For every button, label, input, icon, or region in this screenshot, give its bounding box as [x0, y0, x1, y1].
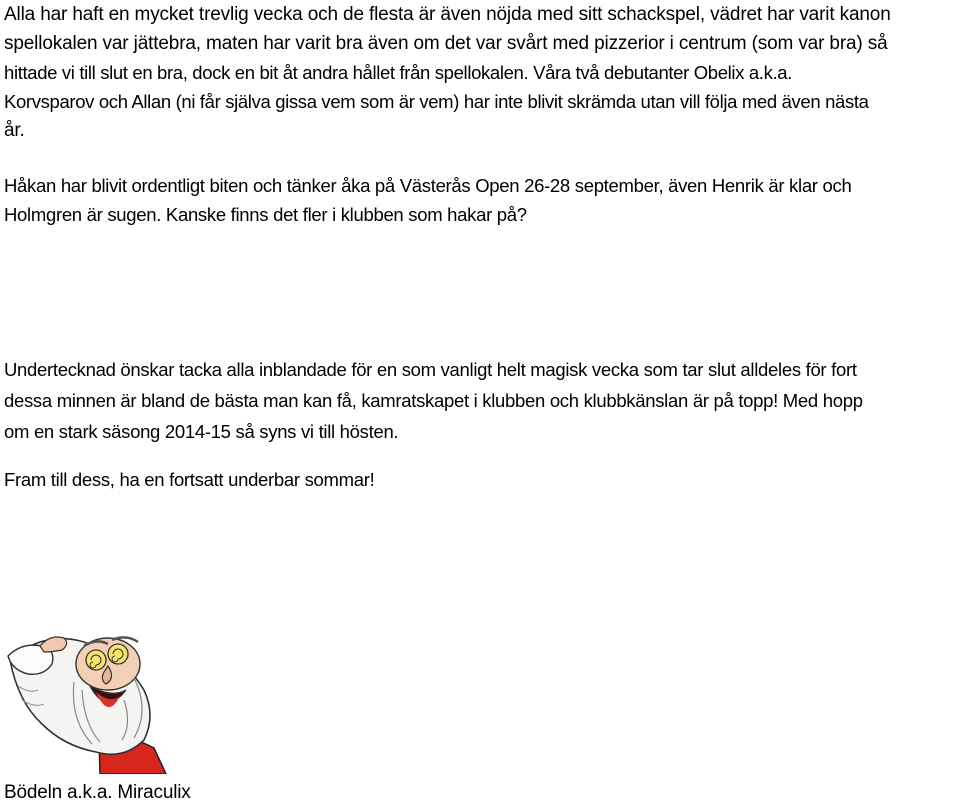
text-line: Fram till dess, ha en fortsatt underbar sommar!	[4, 469, 375, 490]
cartoon-druid-illustration	[4, 620, 176, 774]
text-line: spellokalen var jättebra, maten har varit bra även om det var svårt med pizzerior i centrum (som var bra) så	[4, 33, 888, 54]
text-line: år.	[4, 120, 25, 141]
text-line: Korvsparov och Allan (ni får själva gissa vem som är vem) har inte blivit skrämda utan vill följa med även nästa	[4, 91, 869, 112]
paragraph-week-summary	[4, 0, 959, 145]
text-line: Alla har haft en mycket trevlig vecka och de flesta är även nöjda med sitt schackspel, vädret har varit kanon	[4, 4, 891, 25]
paragraph-thanks	[4, 354, 959, 447]
paragraph-upcoming-tournament	[4, 171, 959, 229]
text-line: om en stark säsong 2014-15 så syns vi till hösten.	[4, 421, 399, 442]
text-line: Holmgren är sugen. Kanske finns det fler i klubben som hakar på?	[4, 204, 527, 225]
text-line: hittade vi till slut en bra, dock en bit åt andra hållet från spellokalen. Våra två debutanter Obelix a.k.a.	[4, 62, 792, 83]
text-line: dessa minnen är bland de bästa man kan få, kamratskapet i klubben och klubbkänslan är på topp! Med hopp	[4, 390, 863, 411]
text-line: Håkan har blivit ordentligt biten och tänker åka på Västerås Open 26-28 september, även Henrik är klar och	[4, 175, 852, 196]
text-line: Undertecknad önskar tacka alla inblandade för en som vanligt helt magisk vecka som tar slut alldeles för fort	[4, 359, 857, 380]
paragraph-closing	[4, 465, 959, 494]
signature: Bödeln a.k.a. Miraculix	[4, 782, 191, 803]
